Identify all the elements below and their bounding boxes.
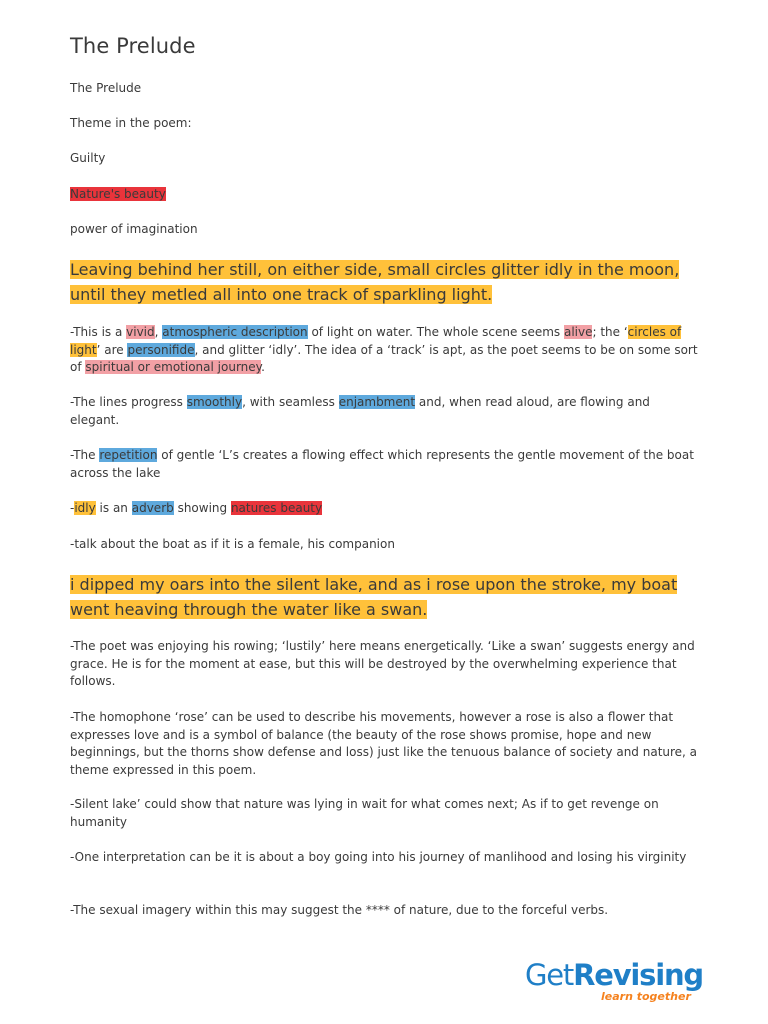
text-run: -	[70, 501, 75, 515]
theme-label: Theme in the poem:	[70, 116, 192, 130]
text-run: showing	[173, 501, 231, 515]
highlight-vivid: vivid	[126, 325, 155, 339]
highlight-natures-beauty-2: natures beauty	[230, 501, 323, 515]
text-run: .	[261, 360, 265, 374]
analysis-paragraph-5: -talk about the boat as if it is a female, his companion	[70, 537, 395, 551]
text-run: -The	[70, 448, 100, 462]
highlight-enjambment: enjambment	[338, 395, 416, 409]
logo-get: Get	[525, 958, 574, 992]
analysis-paragraph-8: -Silent lake’ could show that nature was lying in wait for what comes next; As if to get revenge on humanity	[70, 797, 659, 829]
highlight-personified: personifide	[127, 342, 195, 357]
text-run: is an	[95, 501, 132, 515]
highlight-natures-beauty: Nature's beauty	[70, 187, 166, 201]
highlight-smoothly: smoothly	[186, 395, 243, 409]
text-run: of gentle ‘L’s creates a flowing effect which represents the gentle movement of the boat across the lake	[70, 448, 694, 480]
text-run: ’ are	[96, 342, 128, 357]
text-run: , with seamless	[242, 395, 339, 409]
highlight-circles-of-light: circles of light	[70, 325, 682, 357]
analysis-paragraph-10: -The sexual imagery within this may suggest the **** of nature, due to the forceful verbs.	[70, 903, 609, 917]
text-run: ,	[154, 325, 163, 339]
quote-1	[70, 257, 710, 307]
theme-guilty: Guilty	[70, 151, 106, 165]
highlight-alive: alive	[563, 325, 593, 339]
highlight-idly: idly	[74, 501, 96, 515]
text-run: and, when read aloud, are flowing and elegant.	[70, 395, 650, 427]
text-run: -This is a	[70, 325, 127, 339]
theme-imagination: power of imagination	[70, 222, 198, 236]
quote-2-text: i dipped my oars into the silent lake, and as i rose upon the stroke, my boat went heaving through the water like a swan.	[70, 575, 678, 619]
analysis-paragraph-2	[70, 394, 700, 429]
text-run: -The lines progress	[70, 395, 187, 409]
analysis-paragraph-9: -One interpretation can be it is about a boy going into his journey of manlihood and losing his virginity	[70, 850, 687, 864]
text-run: , and glitter ‘idly’. The idea of a ‘track’ is apt, as the poet seems to be on some sort of	[70, 342, 698, 374]
text-run: of light on water. The whole scene seems	[307, 325, 564, 339]
quote-1-text: Leaving behind her still, on either side, small circles glitter idly in the moon, until they metled all into one track of sparkling light.	[70, 260, 680, 304]
page-title: The Prelude	[70, 34, 196, 58]
getrevising-logo	[525, 958, 725, 1006]
logo-wordmark	[525, 958, 703, 992]
highlight-repetition: repetition	[99, 448, 158, 462]
highlight-atmospheric-description: atmospheric description	[162, 325, 308, 339]
highlight-spiritual-journey: spiritual or emotional journey	[85, 360, 262, 374]
logo-tagline: learn together	[601, 990, 691, 1003]
analysis-paragraph-6: -The poet was enjoying his rowing; ‘lustily’ here means energetically. ‘Like a swan’ suggests energy and grace. He is for the moment at ease, but this will be destroyed by the overwhelming experience that follows.	[70, 639, 695, 688]
quote-2	[70, 572, 710, 622]
analysis-paragraph-1	[70, 324, 700, 377]
logo-revising: Revising	[573, 958, 703, 992]
highlight-adverb: adverb	[131, 501, 174, 515]
subtitle: The Prelude	[70, 81, 142, 95]
analysis-paragraph-4	[70, 500, 700, 518]
text-run: ; the ‘	[592, 325, 628, 339]
theme-natures-beauty	[70, 186, 166, 203]
analysis-paragraph-3	[70, 447, 700, 482]
analysis-paragraph-7: -The homophone ‘rose’ can be used to describe his movements, however a rose is also a flower that expresses love and is a symbol of balance (the beauty of the rose shows promise, hope and new beginnings, but the thorns show defense and loss) just like the tenuous balance of society and nature, a theme expressed in this poem.	[70, 710, 698, 777]
